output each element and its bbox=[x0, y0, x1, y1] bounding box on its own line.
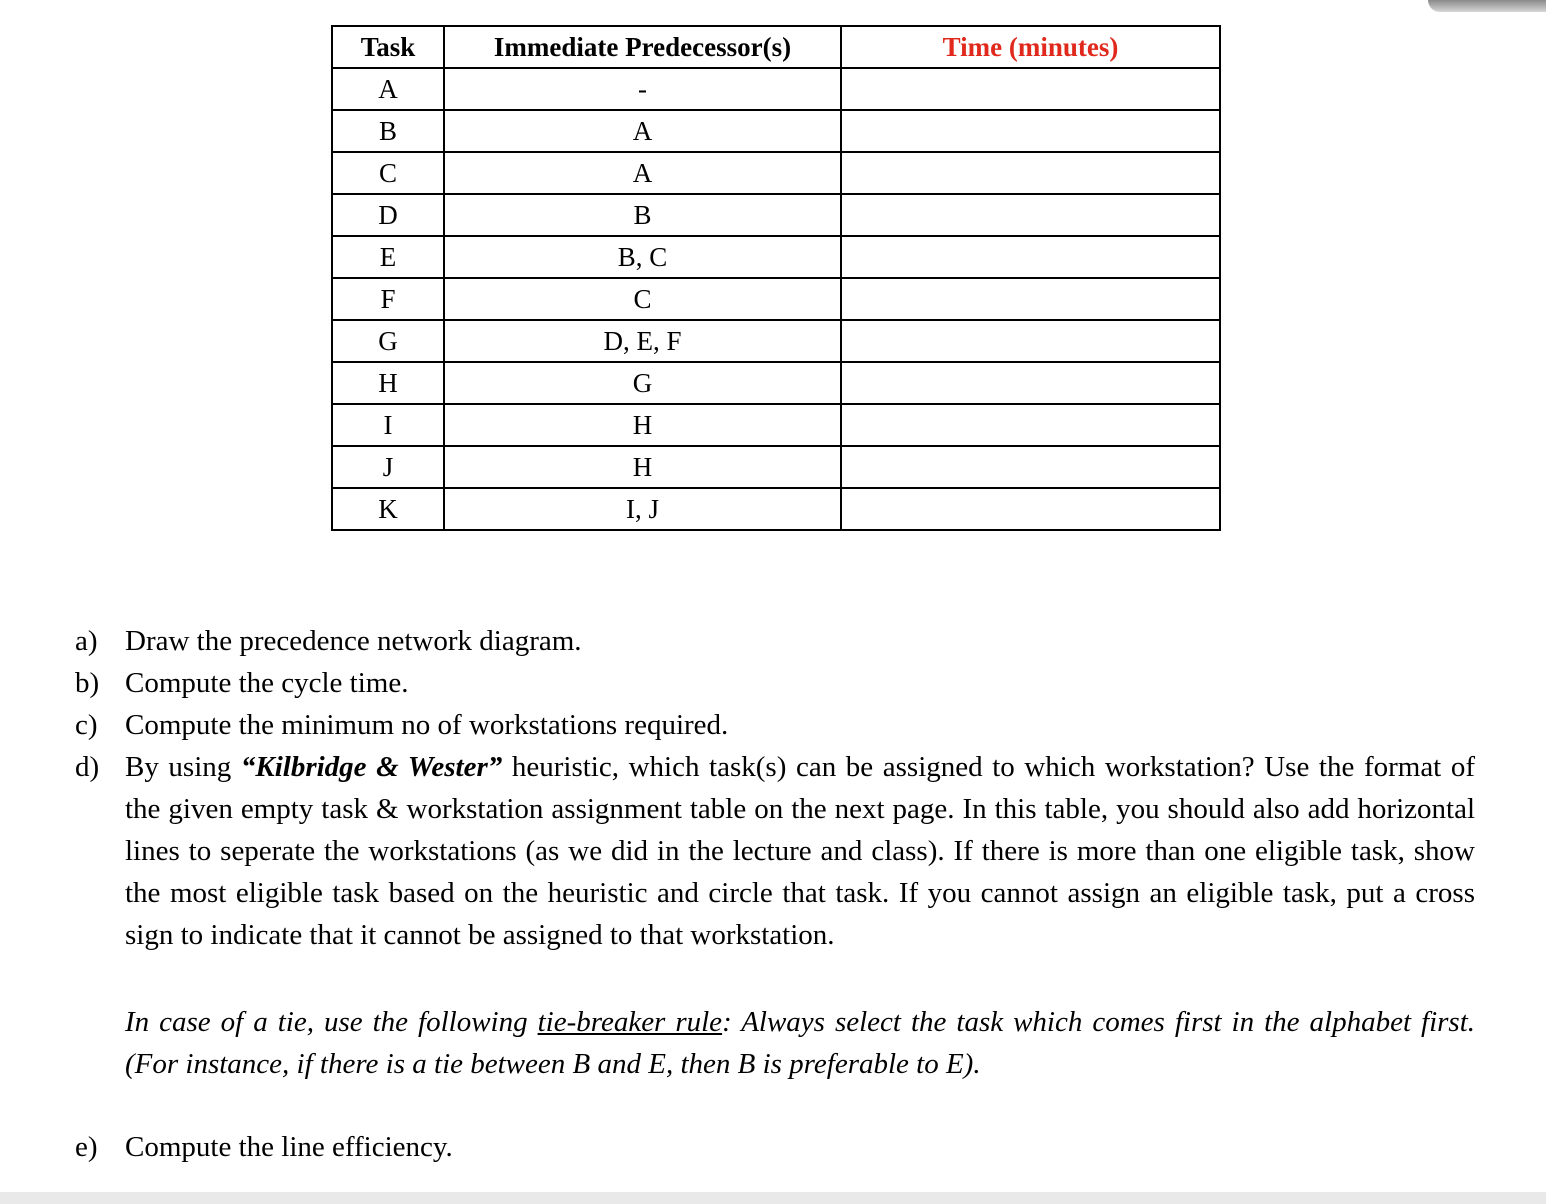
table-row bbox=[332, 404, 1220, 446]
header-task: Task bbox=[332, 26, 444, 68]
question-letter: e) bbox=[75, 1131, 98, 1163]
predecessor-cell: I, J bbox=[444, 488, 841, 530]
predecessor-cell: A bbox=[444, 110, 841, 152]
table-row bbox=[332, 194, 1220, 236]
time-cell bbox=[841, 68, 1220, 110]
question-d bbox=[75, 746, 1475, 956]
time-cell bbox=[841, 236, 1220, 278]
tie-note-body: : Always select the task which comes first in the alphabet first. (For instance, if there is a tie between B and E, then B is preferable to E). bbox=[125, 1006, 1476, 1080]
time-cell bbox=[841, 110, 1220, 152]
time-cell bbox=[841, 278, 1220, 320]
predecessor-cell: G bbox=[444, 362, 841, 404]
predecessor-cell: D, E, F bbox=[444, 320, 841, 362]
question-text: Compute the line efficiency. bbox=[125, 1131, 453, 1163]
predecessor-cell: H bbox=[444, 404, 841, 446]
time-cell bbox=[841, 362, 1220, 404]
question-d-body: heuristic, which task(s) can be assigned to which workstation? Use the format of the given empty task & workstation assignment table on the next page. In this table, you should also add horizontal lines to seperate the workstations (as we did in the lecture and class). If there is more than one eligible task, show the most eligible task based on the heuristic and circle that task. If you cannot assign an eligible task, put a cross sign to indicate that it cannot be assigned to that workstation. bbox=[125, 751, 1475, 951]
task-cell: E bbox=[332, 236, 444, 278]
time-cell bbox=[841, 446, 1220, 488]
table-row bbox=[332, 488, 1220, 530]
time-cell bbox=[841, 194, 1220, 236]
time-cell bbox=[841, 488, 1220, 530]
task-cell: C bbox=[332, 152, 444, 194]
table-row bbox=[332, 110, 1220, 152]
task-cell: K bbox=[332, 488, 444, 530]
question-text: Compute the cycle time. bbox=[125, 667, 409, 699]
question-text: Compute the minimum no of workstations required. bbox=[125, 709, 729, 741]
question-list bbox=[75, 620, 1475, 956]
precedence-table bbox=[331, 25, 1221, 531]
table-row bbox=[332, 236, 1220, 278]
page-bottom-edge bbox=[0, 1192, 1546, 1204]
header-predecessors: Immediate Predecessor(s) bbox=[444, 26, 841, 68]
task-cell: G bbox=[332, 320, 444, 362]
table-row bbox=[332, 278, 1220, 320]
time-cell bbox=[841, 320, 1220, 362]
question-b bbox=[75, 662, 1475, 704]
task-cell: J bbox=[332, 446, 444, 488]
predecessor-cell: A bbox=[444, 152, 841, 194]
time-cell bbox=[841, 152, 1220, 194]
table-row bbox=[332, 152, 1220, 194]
header-time: Time (minutes) bbox=[841, 26, 1220, 68]
predecessor-cell: - bbox=[444, 68, 841, 110]
task-cell: D bbox=[332, 194, 444, 236]
table-row bbox=[332, 362, 1220, 404]
question-d-intro: By using bbox=[125, 751, 241, 783]
question-letter: a) bbox=[75, 625, 98, 657]
question-letter: d) bbox=[75, 751, 100, 783]
tie-breaker-rule-label: tie-breaker rule bbox=[537, 1006, 723, 1038]
table-header-row bbox=[332, 26, 1220, 68]
task-cell: H bbox=[332, 362, 444, 404]
task-cell: I bbox=[332, 404, 444, 446]
tie-note-intro: In case of a tie, use the following bbox=[125, 1006, 538, 1038]
question-e bbox=[75, 1126, 1475, 1168]
question-letter: c) bbox=[75, 709, 98, 741]
tie-breaker-note bbox=[125, 1001, 1475, 1085]
window-corner-shadow bbox=[1428, 0, 1546, 12]
question-text bbox=[125, 746, 1475, 956]
question-text: Draw the precedence network diagram. bbox=[125, 625, 582, 657]
question-a bbox=[75, 620, 1475, 662]
table-row bbox=[332, 446, 1220, 488]
time-cell bbox=[841, 404, 1220, 446]
question-letter: b) bbox=[75, 667, 100, 699]
predecessor-cell: B bbox=[444, 194, 841, 236]
task-cell: A bbox=[332, 68, 444, 110]
task-cell: F bbox=[332, 278, 444, 320]
predecessor-cell: C bbox=[444, 278, 841, 320]
predecessor-cell: H bbox=[444, 446, 841, 488]
predecessor-cell: B, C bbox=[444, 236, 841, 278]
heuristic-name: “Kilbridge & Wester” bbox=[240, 751, 503, 783]
question-e-wrapper bbox=[75, 1126, 1475, 1168]
table-row bbox=[332, 68, 1220, 110]
task-cell: B bbox=[332, 110, 444, 152]
question-c bbox=[75, 704, 1475, 746]
table-row bbox=[332, 320, 1220, 362]
